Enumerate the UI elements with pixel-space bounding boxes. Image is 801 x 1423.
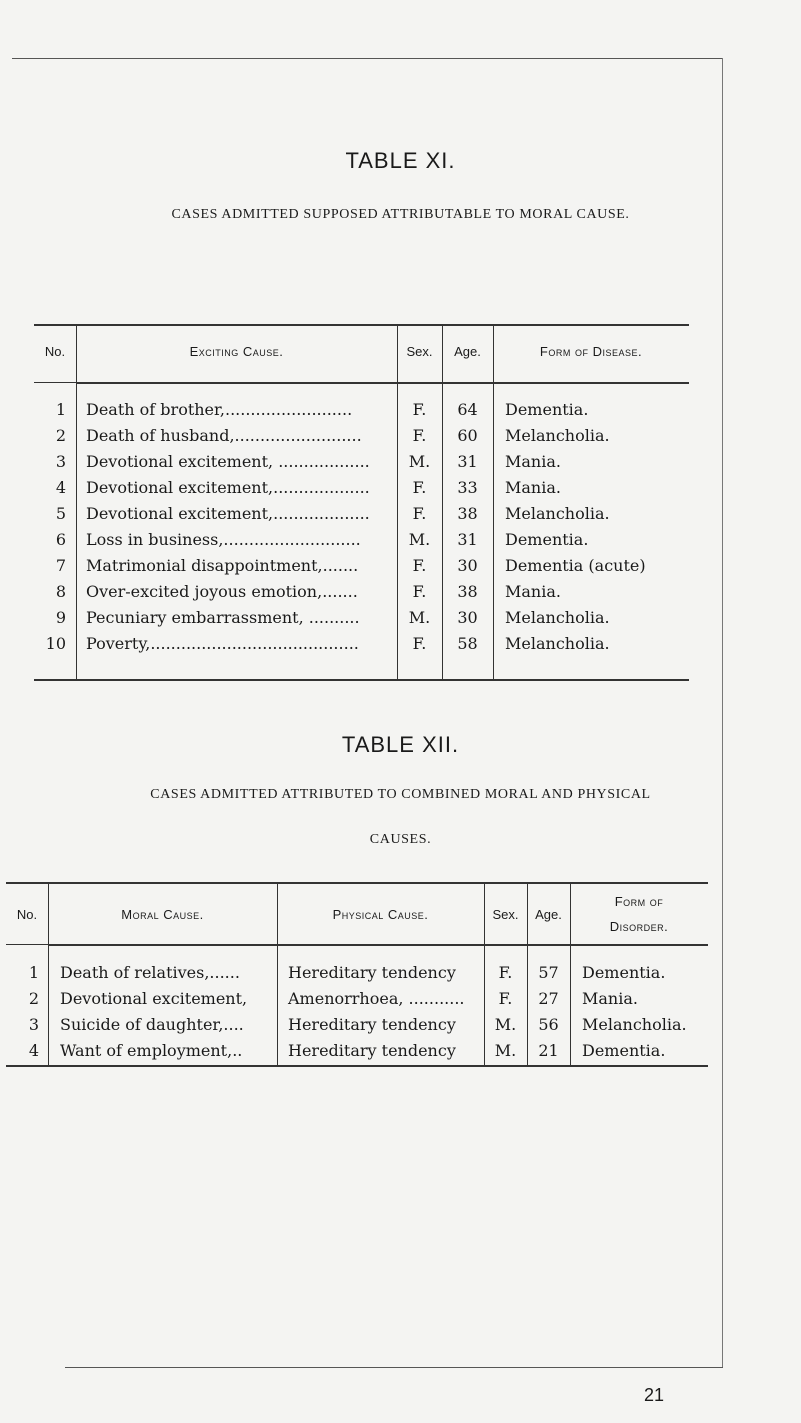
- row-moral-cause: Devotional excitement,: [60, 989, 248, 1008]
- row-no: 4: [55, 478, 66, 497]
- row-age: 38: [457, 582, 478, 601]
- row-sex: M.: [494, 1015, 517, 1034]
- row-age: 31: [457, 530, 478, 549]
- table12-header-moral: Moral Cause.: [121, 907, 204, 922]
- table12-header-rule: [48, 944, 708, 946]
- row-no: 8: [55, 582, 66, 601]
- row-form: Dementia.: [582, 1041, 666, 1060]
- table12-col-divider: [570, 884, 571, 1065]
- row-sex: F.: [498, 963, 513, 982]
- row-moral-cause: Want of employment,..: [60, 1041, 243, 1060]
- row-form: Melancholia.: [582, 1015, 687, 1034]
- table11-header-age: Age.: [454, 344, 481, 359]
- row-sex: F.: [498, 989, 513, 1008]
- row-cause: Over-excited joyous emotion,.......: [86, 582, 358, 601]
- row-form: Mania.: [505, 582, 561, 601]
- row-sex: F.: [412, 400, 427, 419]
- row-no: 3: [28, 1015, 39, 1034]
- row-cause: Devotional excitement,...................: [86, 478, 370, 497]
- row-cause: Death of brother,.........................: [86, 400, 353, 419]
- row-no: 1: [28, 963, 39, 982]
- row-physical-cause: Amenorrhoea, ...........: [288, 989, 465, 1008]
- row-no: 2: [28, 989, 39, 1008]
- row-no: 4: [28, 1041, 39, 1060]
- row-sex: F.: [412, 426, 427, 445]
- row-cause: Loss in business,...........................: [86, 530, 361, 549]
- table11-header-sex: Sex.: [406, 344, 433, 359]
- table11-subtitle: CASES ADMITTED SUPPOSED ATTRIBUTABLE TO MORAL CAUSE.: [171, 207, 630, 222]
- table11-col-divider: [76, 326, 77, 679]
- row-form: Dementia (acute): [505, 556, 646, 575]
- row-age: 27: [538, 989, 559, 1008]
- row-no: 1: [55, 400, 66, 419]
- row-form: Dementia.: [582, 963, 666, 982]
- row-age: 21: [538, 1041, 559, 1060]
- table11-header-form: Form of Disease.: [539, 344, 643, 359]
- row-no: 9: [55, 608, 66, 627]
- row-age: 31: [457, 452, 478, 471]
- row-cause: Death of husband,.........................: [86, 426, 362, 445]
- row-sex: F.: [412, 504, 427, 523]
- row-no: 2: [55, 426, 66, 445]
- row-physical-cause: Hereditary tendency: [288, 1041, 456, 1060]
- row-form: Dementia.: [505, 400, 589, 419]
- row-no: 10: [45, 634, 66, 653]
- page-number: 21: [644, 1385, 665, 1405]
- row-age: 56: [538, 1015, 559, 1034]
- row-form: Dementia.: [505, 530, 589, 549]
- row-age: 30: [457, 608, 478, 627]
- row-sex: F.: [412, 634, 427, 653]
- row-no: 5: [55, 504, 66, 523]
- table11-header-cause: Exciting Cause.: [189, 344, 284, 359]
- row-cause: Devotional excitement,...................: [86, 504, 370, 523]
- table12-header-no: No.: [16, 907, 38, 922]
- row-age: 38: [457, 504, 478, 523]
- table11-header-rule-no: [34, 382, 76, 383]
- row-sex: M.: [494, 1041, 517, 1060]
- table12-header-rule-no: [6, 944, 48, 945]
- table12-header-form-line1: Form of: [614, 894, 664, 909]
- row-sex: M.: [408, 608, 431, 627]
- row-age: 33: [457, 478, 478, 497]
- table12-header-sex: Sex.: [492, 907, 519, 922]
- table11-top-rule: [34, 324, 689, 326]
- row-sex: F.: [412, 556, 427, 575]
- row-sex: M.: [408, 452, 431, 471]
- row-physical-cause: Hereditary tendency: [288, 963, 456, 982]
- row-form: Mania.: [505, 478, 561, 497]
- table12-title: TABLE XII.: [341, 732, 460, 757]
- row-age: 30: [457, 556, 478, 575]
- right-page-rule: [722, 58, 723, 1368]
- table11-col-divider: [493, 326, 494, 679]
- row-moral-cause: Death of relatives,......: [60, 963, 240, 982]
- table11-bottom-rule: [34, 679, 689, 681]
- table12-header-form-line2: Disorder.: [609, 919, 669, 934]
- row-no: 7: [55, 556, 66, 575]
- row-age: 60: [457, 426, 478, 445]
- row-form: Mania.: [505, 452, 561, 471]
- top-page-rule: [12, 58, 723, 59]
- table12-bottom-rule: [6, 1065, 708, 1067]
- row-form: Melancholia.: [505, 634, 610, 653]
- table11-header-rule: [76, 382, 689, 384]
- table12-top-rule: [6, 882, 708, 884]
- row-cause: Matrimonial disappointment,.......: [86, 556, 359, 575]
- row-sex: F.: [412, 582, 427, 601]
- bottom-page-rule: [65, 1367, 723, 1368]
- table12-subtitle-line2: CAUSES.: [369, 832, 432, 847]
- table11-header-no: No.: [44, 344, 66, 359]
- row-no: 3: [55, 452, 66, 471]
- row-age: 64: [457, 400, 478, 419]
- row-cause: Pecuniary embarrassment, ..........: [86, 608, 360, 627]
- row-sex: F.: [412, 478, 427, 497]
- row-form: Mania.: [582, 989, 638, 1008]
- row-cause: Devotional excitement, ..................: [86, 452, 370, 471]
- row-form: Melancholia.: [505, 426, 610, 445]
- row-form: Melancholia.: [505, 504, 610, 523]
- table11-title: TABLE XI.: [345, 148, 456, 173]
- row-physical-cause: Hereditary tendency: [288, 1015, 456, 1034]
- table12-header-physical: Physical Cause.: [332, 907, 429, 922]
- row-cause: Poverty,.........................................: [86, 634, 359, 653]
- row-age: 58: [457, 634, 478, 653]
- row-no: 6: [55, 530, 66, 549]
- row-age: 57: [538, 963, 559, 982]
- row-form: Melancholia.: [505, 608, 610, 627]
- row-moral-cause: Suicide of daughter,....: [60, 1015, 244, 1034]
- table12-header-age: Age.: [535, 907, 562, 922]
- row-sex: M.: [408, 530, 431, 549]
- table12-subtitle-line1: CASES ADMITTED ATTRIBUTED TO COMBINED MORAL AND PHYSICAL: [150, 787, 651, 802]
